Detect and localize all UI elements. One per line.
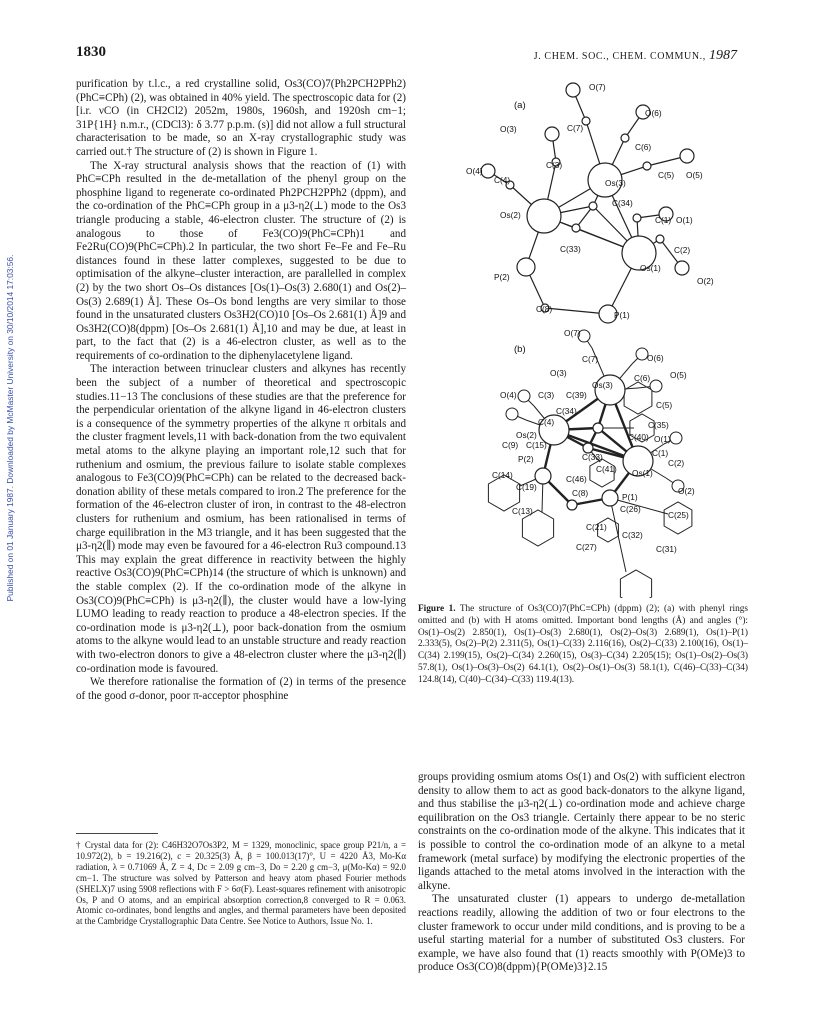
- atom-label: Os(2): [516, 430, 537, 440]
- atom-label: C(13): [512, 506, 533, 516]
- download-watermark-text: Published on 01 January 1987. Downloaded by McMaster University on 30/10/2014 17:03:56.: [5, 254, 15, 601]
- atom-label: C(2): [674, 245, 691, 255]
- oxygen-atom: [670, 432, 682, 444]
- crystal-data-footnote: † Crystal data for (2): C46H32O7Os3P2, M = 1329, monoclinic, space group P21/n, a = 10.972(2), b = 19.216(2), c = 20.325(3) Å, β = 100.013(17)°, U = 4220 Å3, Mo-Kα radiation, λ = 0.71069 Å, Z = 4, Dc = 2.09 g cm−3, Do = 2.20 g cm−3, μ(Mo-Kα) = 92.0 cm−1. The structure was solved by Patterson and heavy atom phased Fourier methods (SHELX)7 using 5908 reflections with F > 6σ(F). Least-squares refinement with anisotropic Os, P and O atoms, and an empirical absorption correction,8 converged to R = 0.063. Atomic co-ordinates, bond lengths and angles, and thermal parameters have been deposited at the Cambridge Crystallographic Data Centre. See Notice to Authors, Issue No. 1.: [76, 840, 406, 927]
- atom-label: P(1): [622, 492, 638, 502]
- atom-label: O(6): [647, 353, 664, 363]
- atom-label: O(3): [500, 124, 517, 134]
- atom-c2: [656, 235, 664, 243]
- atom-label: P(2): [518, 454, 534, 464]
- atom-label: C(1): [652, 448, 669, 458]
- atom-label: C(9): [502, 440, 519, 450]
- atom-o2: [675, 261, 689, 275]
- atom-label: C(34): [612, 198, 633, 208]
- oxygen-atom: [650, 380, 662, 392]
- atom-p2: [535, 468, 551, 484]
- caption-label: Figure 1.: [418, 604, 456, 614]
- atom-label: C(14): [492, 470, 513, 480]
- structure-drawing: [442, 68, 742, 598]
- atom-label: C(40): [628, 432, 649, 442]
- atom-label: Os(1): [640, 263, 661, 273]
- atom-label: Os(1): [632, 468, 653, 478]
- atom-label: O(2): [678, 486, 695, 496]
- atom-c5: [643, 162, 651, 170]
- journal-name: J. CHEM. SOC., CHEM. COMMUN.,: [533, 51, 706, 62]
- footnote-rule: [76, 833, 158, 834]
- atom-label: C(41): [596, 464, 617, 474]
- atom-label: O(1): [676, 215, 693, 225]
- atom-label: O(7): [589, 82, 606, 92]
- atom-label: C(21): [586, 522, 607, 532]
- atom-label: C(4): [494, 175, 511, 185]
- atom-label: Os(3): [592, 380, 613, 390]
- atom-label: C(6): [635, 142, 652, 152]
- atom-label: C(46): [566, 474, 587, 484]
- atom-c6: [621, 134, 629, 142]
- atom-label: C(7): [567, 123, 584, 133]
- atom-o3: [545, 127, 559, 141]
- atom-label: C(1): [655, 215, 672, 225]
- figure-caption: [418, 604, 748, 687]
- atom-o4: [481, 164, 495, 178]
- right-column: [418, 771, 745, 975]
- atom-label: O(5): [686, 170, 703, 180]
- atom-label: C(31): [656, 544, 677, 554]
- atom-c34: [593, 423, 603, 433]
- paragraph: We therefore rationalise the formation of (2) in terms of the presence of the good σ-donor, poor π-acceptor phosphine: [76, 676, 406, 702]
- paragraph: The unsaturated cluster (1) appears to undergo de-metallation reactions readily, allowing the addition of two or four electrons to the cluster framework to occur under mild conditions, and is proving to be a useful starting material for a number of substituted Os3 clusters. For example, we have also found that (1) reacts smoothly with P(OMe)3 to produce Os3(CO)8(dppm){P(OMe)3}2.15: [418, 893, 745, 974]
- atom-label: C(3): [538, 390, 555, 400]
- atom-label: C(3): [546, 160, 563, 170]
- atom-label: C(15): [526, 440, 547, 450]
- journal-header: [534, 48, 737, 64]
- atom-o5: [680, 149, 694, 163]
- journal-year: 1987: [709, 48, 737, 63]
- atom-label: O(3): [550, 368, 567, 378]
- atom-label: O(4): [500, 390, 517, 400]
- atom-label: P(2): [494, 272, 510, 282]
- atom-label: C(19): [516, 482, 537, 492]
- atom-label: C(5): [658, 170, 675, 180]
- atom-label: O(2): [697, 276, 714, 286]
- atom-c34: [589, 202, 597, 210]
- page-number: 1830: [76, 44, 106, 60]
- atom-label: P(1): [614, 310, 630, 320]
- atom-label: C(32): [622, 530, 643, 540]
- atom-label: C(8): [536, 304, 553, 314]
- atom-label: C(33): [582, 452, 603, 462]
- atom-label: O(4): [466, 166, 483, 176]
- paragraph: groups providing osmium atoms Os(1) and Os(2) with sufficient electron density to allow them to act as good back-donators to the alkyne ligand, and thus stabilise the μ3-η2(⊥) co-ordination mode and achieve charge equilibration on the Os3 triangle. Certainly there appear to be no steric constraints on the co-ordination mode of the alkyne. This indicates that it is possible to control the co-ordination mode of an alkyne to a metal framework (metal surface) by modifying the electronic properties of the ligands attached to the metal atoms involved in the interaction with the alkyne.: [418, 771, 745, 892]
- paragraph: purification by t.l.c., a red crystalline solid, Os3(CO)7(Ph2PCH2PPh2)(PhC≡CPh) (2), was obtained in 40% yield. The spectroscopic data for (2) [i.r. νCO (in CH2Cl2) 2052m, 1980s, 1960sh, and 1920sh cm−1; 31P{1H} n.m.r., (CDCl3): δ 3.77 p.p.m. (s)] did not allow a full structural characterisation to be made, so an X-ray crystallographic study was carried out.† The structure of (2) is shown in Figure 1.: [76, 78, 406, 158]
- phenyl-ring: [620, 570, 651, 598]
- atom-c33: [572, 224, 580, 232]
- atom-os2: [527, 199, 561, 233]
- download-watermark: [3, 215, 17, 640]
- figure-1: [442, 68, 742, 598]
- atom-p1: [602, 490, 618, 506]
- atom-label: C(2): [668, 458, 685, 468]
- atom-label: O(7): [564, 328, 581, 338]
- oxygen-atom: [506, 408, 518, 420]
- atom-label: C(4): [538, 417, 555, 427]
- paragraph: The interaction between trinuclear clusters and alkynes has recently been the subject of a number of theoretical and spectroscopic studies.11−13 The conclusions of these studies are that the preference for the perpendicular orientation of the alkyne ligand in 46-electron clusters is a consequence of the symmetry properties of the alkyne π orbitals and the cluster fragment levels,11 with back-donation from the two equivalent metal atoms to the alkyne playing an important role,12 such that for ruthenium and osmium, the previous failure to isolate stable complexes analogous to Fe3(CO)9(PhC≡CPh) can be related to the decreased back-donation ability of these metals compared to iron.2 The preference for the formation of the 46-electron cluster of iron, in contrast to the 48-electron clusters for ruthenium and osmium, has been rationalised in terms of charge equilibration in the M3 triangle, and it has been suggested that the μ3-η2(∥) mode may even be favoured for a 46-electron Ru3 compound.13 This may explain the great difference in reactivity between the highly reactive Os3(CO)9(PhC≡CPh)14 (the structure of which is unknown) and the stable complex (2). If the co-ordination mode of the alkyne in Os3(CO)9(PhC≡CPh) is μ3-η2(∥), the cluster would have a low-lying LUMO leading to ready reaction to produce a 48-electron species. If the co-ordination mode is μ3-η2(⊥), poor back-donation from the osmium atoms to the alkyne would lead to an unstable structure and ready reaction with two-electron donors to give a 48-electron cluster where the μ3-η2(∥) co-ordination mode is favoured.: [76, 363, 406, 675]
- atom-label: C(26): [620, 504, 641, 514]
- atom-label: C(33): [560, 244, 581, 254]
- atom-c8: [567, 500, 577, 510]
- atom-label: Os(3): [605, 178, 626, 188]
- atom-label: O(1): [654, 434, 671, 444]
- atom-label: C(5): [656, 400, 673, 410]
- atom-label: C(39): [566, 390, 587, 400]
- atom-label: C(8): [572, 488, 589, 498]
- paragraph: The X-ray structural analysis shows that the reaction of (1) with PhC≡CPh resulted in the de-metallation of the phenyl group on the phosphine ligand to regenerate co-ordinated Ph2PCH2PPh2 (dppm), and the co-ordination of the PhC≡CPh group in a μ3-η2(⊥) mode to the Os3 triangle producing a stable, 46-electron cluster. The structure of (2) is analogous to those of Fe3(CO)9(PhC≡CPh)1 and Fe2Ru(CO)9(PhC≡CPh).2 In particular, the two short Fe–Fe and Fe–Ru distances found in these latter complexes, suggested to be due to optimisation of the alkyne–cluster interaction, are parallelled in complex (2) by the two short Os–Os distances [Os(1)–Os(3) 2.680(1) and Os(2)–Os(3) 2.689(1) Å]. These Os–Os bond lengths are very similar to those found in the unsaturated clusters Os3H2(CO)10 [Os–Os 2.681(1) Å]9 and Os3H2(CO)8(dppm) [Os–Os 2.681(1) Å],10 and may be due, at least in part, to the fact that (2) is a 46-electron cluster, as well as to the requirements of co-ordination to the diphenylacetylene ligand.: [76, 159, 406, 362]
- panel-b-label: (b): [514, 344, 526, 355]
- atom-label: O(5): [670, 370, 687, 380]
- atom-label: C(34): [556, 406, 577, 416]
- panel-a-label: (a): [514, 100, 526, 111]
- atom-p2: [517, 258, 535, 276]
- atom-label: Os(2): [500, 210, 521, 220]
- atom-label: O(6): [645, 108, 662, 118]
- caption-text: The structure of Os3(CO)7(PhC≡CPh) (dppm) (2); (a) with phenyl rings omitted and (b) with H atoms omitted. Important bond lengths (Å) and angles (°): Os(1)–Os(2) 2.850(1), Os(1)–Os(3) 2.680(1), Os(2)–Os(3) 2.689(1), Os(1)–P(1) 2.333(5), Os(2)–P(2) 2.311(5), Os(1)–C(33) 2.116(16), Os(2)–C(33) 2.100(16), Os(1)–C(34) 2.199(15), Os(2)–C(34) 2.260(15), Os(3)–C(34) 2.205(15); Os(1)–Os(2)–Os(3) 57.8(1), Os(1)–Os(3)–Os(2) 64.1(1), Os(2)–Os(1)–Os(3) 58.1(1), C(46)–C(33)–C(34) 124.8(14), C(40)–C(34)–C(33) 119.4(13).: [418, 604, 749, 685]
- atom-label: C(25): [668, 510, 689, 520]
- atom-label: C(27): [576, 542, 597, 552]
- atom-label: C(35): [648, 420, 669, 430]
- atom-o7: [566, 83, 580, 97]
- oxygen-atom: [518, 390, 530, 402]
- atom-label: C(6): [634, 373, 651, 383]
- left-column: [76, 78, 406, 703]
- atom-c1: [633, 214, 641, 222]
- atom-label: C(7): [582, 354, 599, 364]
- atom-c7: [582, 117, 590, 125]
